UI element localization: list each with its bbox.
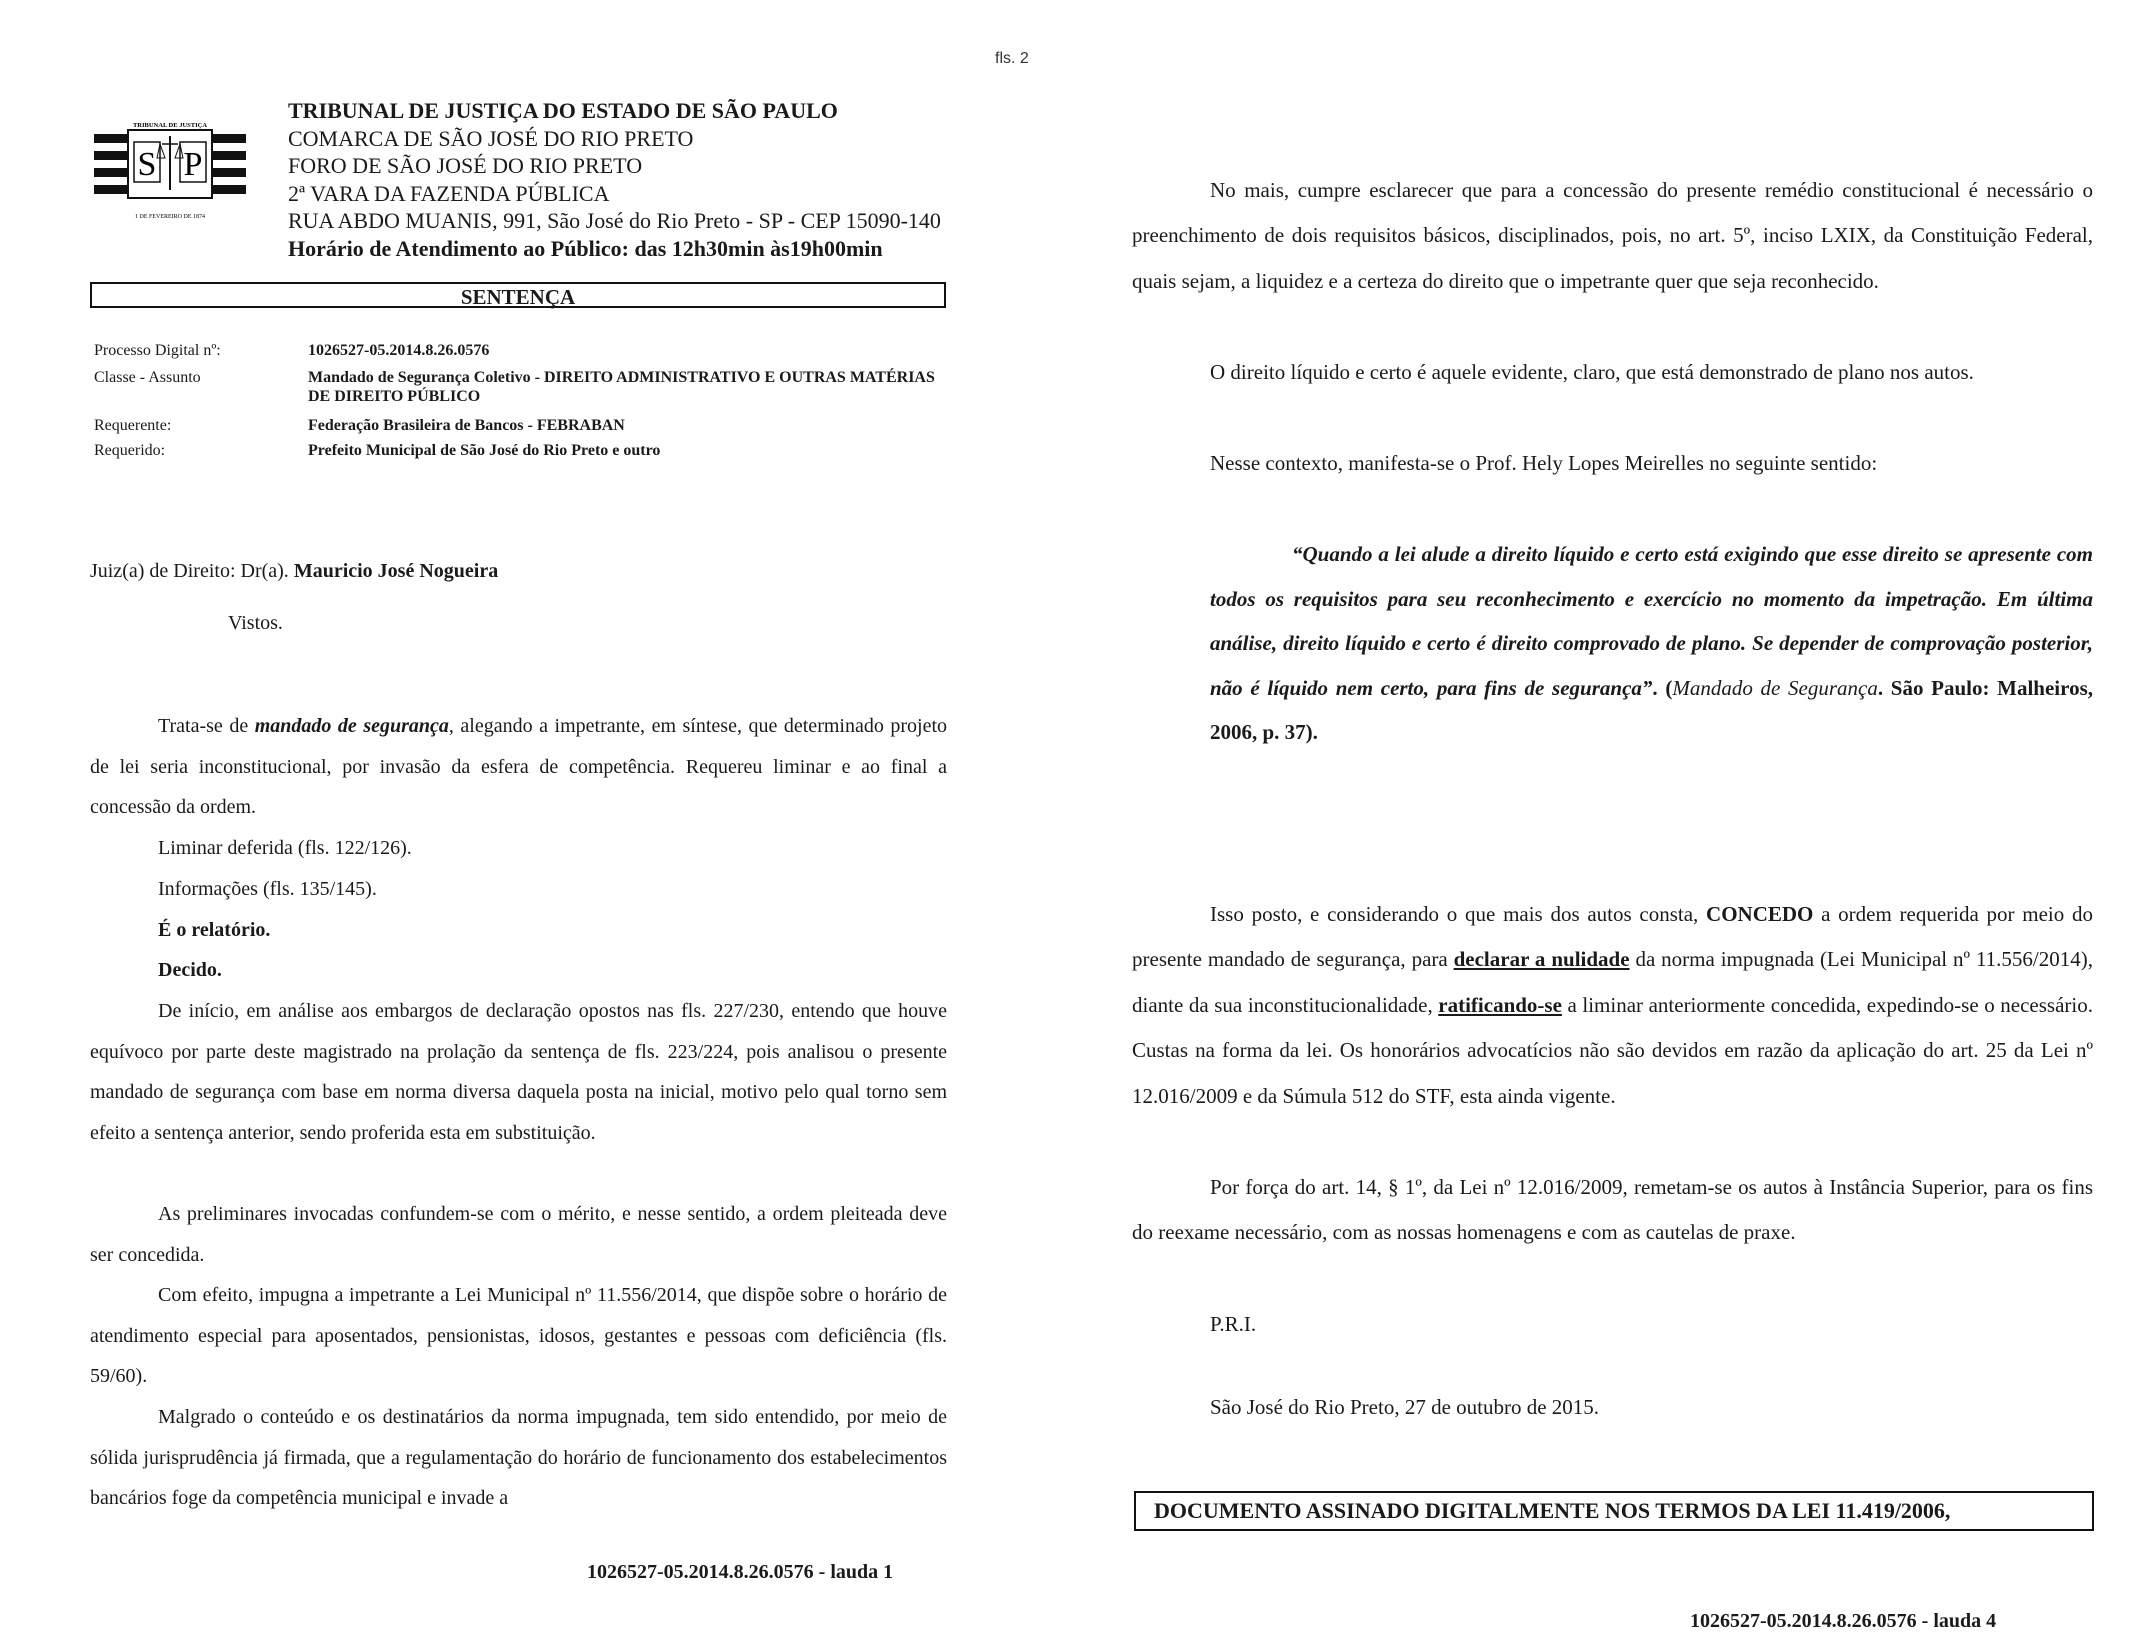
logo-letter-s: S [137,146,157,183]
foro: FORO DE SÃO JOSÉ DO RIO PRETO [288,153,643,178]
classe-label: Classe - Assunto [94,369,201,386]
vara: 2ª VARA DA FAZENDA PÚBLICA [288,180,610,206]
decido-line: Decido. [158,959,222,981]
digital-signature-notice: DOCUMENTO ASSINADO DIGITALMENTE NOS TERMOS DA LEI 11.419/2006, [1134,1491,2094,1531]
lauda-footer-4-wrap [1690,1602,2110,1636]
paragraph-requisitos: No mais, cumpre esclarecer que para a concessão do presente remédio constitucional é necessário o preenchimento de dois requisitos básicos, disciplinados, pois, no art. 5º, inciso LXIX, da Constituição Federal, quais sejam, a liquidez e a certeza do direito que o impetrante quer que seja reconhecido. [1132,178,2093,293]
court-header [288,97,941,262]
relatorio-line: É o relatório. [158,919,271,941]
court-name: TRIBUNAL DE JUSTIÇA DO ESTADO DE SÃO PAULO [288,98,838,123]
paragraph-embargos: De início, em análise aos embargos de declaração opostos nas fls. 227/230, entendo que houve equívoco por parte deste magistrado na prolação da sentença de fls. 223/224, pois analisou o presente mandado de segurança com base em norma diversa daquela posta na inicial, motivo pelo qual torno sem efeito a sentença anterior, sendo proferida esta em substituição. [90,1000,947,1144]
judge-label: Juiz(a) de Direito: Dr(a). [90,560,289,582]
section-title: SENTENÇA [90,282,946,308]
requerido-label: Requerido: [94,442,166,459]
paragraph-lei-municipal: Com efeito, impugna a impetrante a Lei Municipal nº 11.556/2014, que dispõe sobre o horário de atendimento especial para aposentados, pensionistas, idosos, gestantes e pessoas com deficiência (fls. 59/60). [90,1284,947,1388]
comarca: COMARCA DE SÃO JOSÉ DO RIO PRETO [288,125,694,151]
paragraph-dispositivo: Isso posto, e considerando o que mais dos autos consta, CONCEDO a ordem requerida por meio do presente mandado de segurança, para declarar a nulidade da norma impugnada (Lei Municipal nº 11.556/2014), diante da sua inconstitucionalidade, ratificando-se a liminar anteriormente concedida, expedindo-se o necessário. Custas na forma da lei. Os honorários advocatícios não são devidos em razão da aplicação do art. 25 da Lei nº 12.016/2009 e da Súmula 512 do STF, esta ainda vigente. [1132,902,2094,1108]
classe-value: Mandado de Segurança Coletivo - DIREITO ADMINISTRATIVO E OUTRAS MATÉRIAS DE DIREITO PÚBLICO [308,369,935,405]
judge-line [90,560,498,583]
date-line: São José do Rio Preto, 27 de outubro de 2015. [1210,1395,1600,1419]
paragraph-preliminares: As preliminares invocadas confundem-se com o mérito, e nesse sentido, a ordem pleiteada deve ser concedida. [90,1203,947,1266]
page-number-stamp: fls. 2 [995,50,1029,67]
tjsp-logo [94,120,246,230]
address: RUA ABDO MUANIS, 991, São José do Rio Preto - SP - CEP 15090-140 [288,208,941,233]
informacoes-line: Informações (fls. 135/145). [158,878,377,900]
lauda-footer-1: 1026527-05.2014.8.26.0576 - lauda 1 [587,1561,894,1583]
processo-value: 1026527-05.2014.8.26.0576 [308,342,490,359]
paragraph-malgrado: Malgrado o conteúdo e os destinatários da norma impugnada, tem sido entendido, por meio de sólida jurisprudência já firmada, que a regulamentação do horário de funcionamento dos estabelecimentos bancários foge da competência municipal e invade a [90,1406,947,1510]
paragraph-intro: Trata-se de mandado de segurança, alegando a impetrante, em síntese, que determinado projeto de lei seria inconstitucional, por invasão da esfera de competência. Requereu liminar e ao final a concessão da ordem. [90,715,948,819]
logo-letter-p: P [183,146,203,183]
vistos: Vistos. [228,612,283,634]
paragraph-direito-liquido: O direito líquido e certo é aquele evidente, claro, que está demonstrado de plano nos autos. [1210,360,1974,384]
requerente-label: Requerente: [94,417,172,434]
doctrine-quote: “Quando a lei alude a direito líquido e certo está exigindo que esse direito se apresente com todos os requisitos para seu reconhecimento e exercício no momento da impetração. Em última análise, direito líquido e certo é direito comprovado de plano. Se depender de comprovação posterior, não é líquido nem certo, para fins de segurança”. (Mandado de Segurança. São Paulo: Malheiros, 2006, p. 37). [1210,542,2093,745]
logo-bottom-text: 1 DE FEVEREIRO DE 1874 [135,214,205,220]
office-hours: Horário de Atendimento ao Público: das 12h30min às19h00min [288,235,883,261]
logo-top-text: TRIBUNAL DE JUSTIÇA [132,122,208,129]
lauda-footer-4: 1026527-05.2014.8.26.0576 - lauda 4 [1690,1610,1997,1632]
liminar-line: Liminar deferida (fls. 122/126). [158,837,412,859]
paragraph-hely-lopes: Nesse contexto, manifesta-se o Prof. Hely Lopes Meirelles no seguinte sentido: [1210,451,1878,475]
processo-label: Processo Digital nº: [94,342,221,359]
requerido-value: Prefeito Municipal de São José do Rio Preto e outro [308,442,661,459]
requerente-value: Federação Brasileira de Bancos - FEBRABAN [308,417,625,434]
pri-line: P.R.I. [1210,1312,1257,1336]
paragraph-reexame: Por força do art. 14, § 1º, da Lei nº 12.016/2009, remetam-se os autos à Instância Superior, para os fins do reexame necessário, com as nossas homenagens e com as cautelas de praxe. [1132,1175,2093,1245]
judge-name: Mauricio José Nogueira [293,560,499,582]
